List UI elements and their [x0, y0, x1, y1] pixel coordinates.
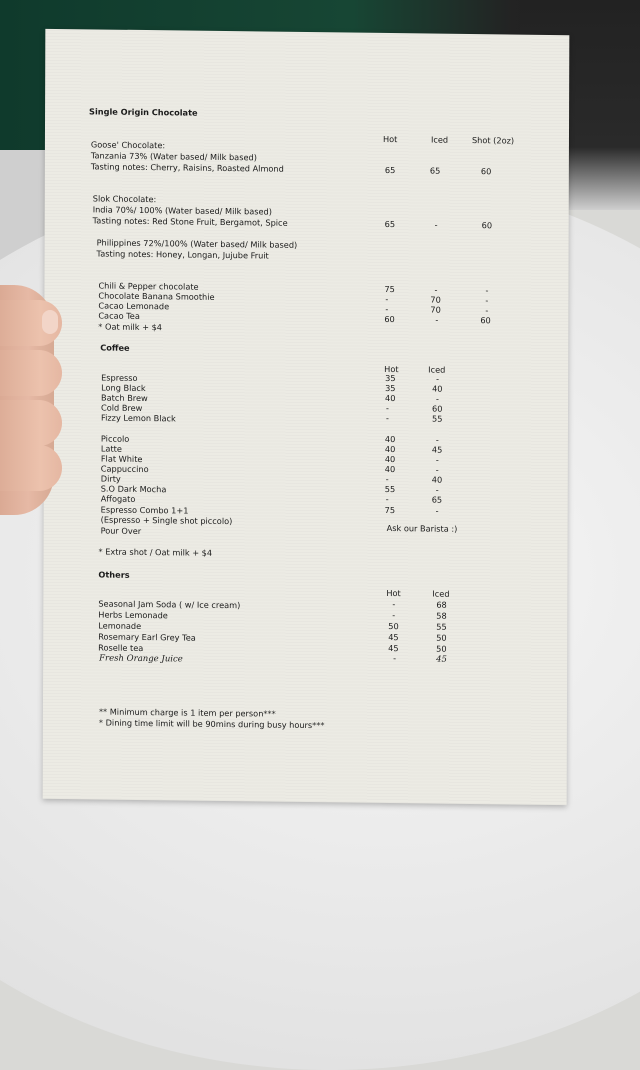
coffee-item-hot: 40: [384, 433, 396, 445]
others-col-hot: Hot: [386, 587, 401, 599]
choc-item-shot: 60: [480, 315, 491, 326]
others-item-hot: 50: [388, 621, 399, 632]
coffee-col-iced: Iced: [428, 364, 446, 375]
slok-origin: India 70%/ 100% (Water based/ Milk based): [92, 204, 272, 217]
coffee-item-iced: 40: [432, 383, 443, 394]
choc-item-shot: -: [485, 305, 489, 316]
coffee-item-iced: -: [435, 484, 439, 495]
slok-shot: 60: [481, 220, 493, 231]
coffee-item-hot: 40: [385, 392, 396, 404]
coffee-item-iced: -: [435, 505, 439, 516]
menu-title: Single Origin Chocolate: [89, 106, 198, 118]
coffee-item-hot: 35: [385, 382, 396, 394]
finger: [0, 300, 62, 346]
coffee-item-iced: -: [436, 373, 440, 384]
others-item-iced: 58: [436, 610, 447, 621]
coffee-item-name: Espresso Combo 1+1: [100, 504, 189, 516]
coffee-item-name: Batch Brew: [101, 392, 148, 404]
coffee-item-name: Espresso: [101, 372, 138, 383]
choc-item-name: Chili & Pepper chocolate: [98, 280, 199, 292]
coffee-item-iced: -: [435, 454, 439, 465]
coffee-col-hot: Hot: [384, 363, 399, 375]
coffee-item-name: Piccolo: [100, 433, 130, 444]
col-hot: Hot: [382, 133, 398, 145]
coffee-item-name: Fizzy Lemon Black: [100, 412, 176, 424]
coffee-item-name: Flat White: [100, 453, 143, 465]
handwritten-item-hot: -: [393, 654, 397, 665]
finger: [0, 350, 62, 396]
ask-barista: Ask our Barista :): [386, 522, 458, 534]
coffee-item-name: Cappuccino: [100, 463, 149, 475]
others-col-iced: Iced: [432, 588, 450, 599]
choc-item-iced: -: [435, 314, 439, 325]
others-item-hot: 45: [388, 632, 399, 643]
coffee-item-name: Latte: [100, 443, 122, 454]
choc-item-iced: 70: [430, 304, 441, 315]
coffee-item-iced: 40: [431, 474, 443, 485]
slok-header: Slok Chocolate:: [92, 193, 157, 205]
choc-item-name: Cacao Lemonade: [98, 300, 170, 312]
goose-iced: 65: [429, 165, 441, 176]
col-iced: Iced: [430, 134, 449, 145]
coffee-item-iced: -: [436, 393, 440, 404]
coffee-item-hot: -: [385, 412, 389, 424]
others-item-name: Herbs Lemonade: [98, 609, 168, 621]
coffee-item-hot: -: [385, 493, 389, 505]
choc-item-iced: -: [434, 284, 438, 295]
others-item-hot: 45: [388, 643, 399, 654]
slok-iced: -: [434, 219, 438, 230]
coffee-item-name: Long Black: [101, 382, 146, 394]
coffee-item-name: Dirty: [100, 473, 121, 484]
footnote-min-charge: ** Minimum charge is 1 item per person***: [98, 706, 276, 719]
others-item-hot: -: [392, 599, 396, 610]
finger: [0, 445, 62, 491]
others-item-iced: 50: [436, 643, 447, 654]
choc-item-hot: -: [385, 293, 389, 305]
others-item-name: Lemonade: [98, 620, 142, 631]
others-title: Others: [98, 569, 130, 580]
pour-over: Pour Over: [100, 525, 142, 536]
goose-header: Goose' Chocolate:: [90, 139, 166, 151]
philippines-origin: Philippines 72%/100% (Water based/ Milk based): [96, 237, 298, 250]
coffee-item-name: Affogato: [100, 493, 136, 504]
coffee-item-hot: 40: [384, 463, 396, 475]
choc-item-hot: 60: [384, 313, 395, 325]
coffee-item-iced: 55: [431, 413, 443, 424]
slok-notes: Tasting notes: Red Stone Fruit, Bergamot, Spice: [92, 215, 288, 228]
menu-sheet: [43, 29, 570, 805]
coffee-item-iced: 45: [431, 444, 443, 455]
choc-item-hot: -: [385, 303, 389, 315]
coffee-title: Coffee: [100, 342, 130, 353]
others-item-name: Roselle tea: [98, 642, 144, 654]
handwritten-item-iced: 45: [436, 654, 448, 665]
coffee-item-iced: -: [435, 464, 439, 475]
others-item-hot: -: [392, 610, 396, 621]
choc-item-shot: -: [485, 295, 489, 306]
fingernail: [42, 310, 58, 334]
goose-hot: 65: [384, 164, 396, 176]
goose-notes: Tasting notes: Cherry, Raisins, Roasted Almond: [90, 161, 284, 174]
goose-shot: 60: [480, 166, 492, 177]
coffee-item-iced: 60: [432, 403, 443, 414]
coffee-item-hot: 75: [384, 504, 396, 516]
coffee-item-hot: -: [386, 402, 390, 414]
coffee-item-hot: 35: [385, 372, 396, 384]
combo-description: (Espresso + Single shot piccolo): [100, 514, 233, 527]
handwritten-item-name: Fresh Orange Juice: [99, 653, 183, 665]
extra-shot-note: * Extra shot / Oat milk + $4: [98, 546, 213, 558]
oat-milk-note: * Oat milk + $4: [98, 321, 163, 333]
choc-item-name: Cacao Tea: [98, 310, 140, 321]
col-shot: Shot (2oz): [471, 135, 515, 146]
coffee-item-name: S.O Dark Mocha: [100, 483, 167, 495]
coffee-item-iced: 65: [431, 494, 443, 505]
coffee-item-iced: -: [435, 434, 439, 445]
others-item-iced: 68: [436, 599, 447, 610]
coffee-item-hot: 40: [384, 453, 396, 465]
finger: [0, 400, 62, 446]
others-item-iced: 50: [436, 632, 447, 643]
footnote-time-limit: * Dining time limit will be 90mins during busy hours***: [98, 717, 325, 731]
choc-item-hot: 75: [384, 283, 395, 295]
others-item-name: Seasonal Jam Soda ( w/ Ice cream): [98, 598, 241, 611]
coffee-item-name: Cold Brew: [101, 402, 143, 414]
coffee-item-hot: -: [385, 473, 389, 485]
coffee-item-hot: 55: [384, 483, 396, 495]
choc-item-name: Chocolate Banana Smoothie: [98, 290, 215, 302]
goose-origin: Tanzania 73% (Water based/ Milk based): [90, 150, 257, 163]
coffee-item-hot: 40: [384, 443, 396, 455]
slok-hot: 65: [384, 218, 396, 230]
others-item-iced: 55: [436, 621, 447, 632]
others-item-name: Rosemary Earl Grey Tea: [98, 631, 196, 643]
choc-item-iced: 70: [430, 294, 441, 305]
philippines-notes: Tasting notes: Honey, Longan, Jujube Fruit: [96, 248, 269, 261]
choc-item-shot: -: [485, 285, 489, 296]
